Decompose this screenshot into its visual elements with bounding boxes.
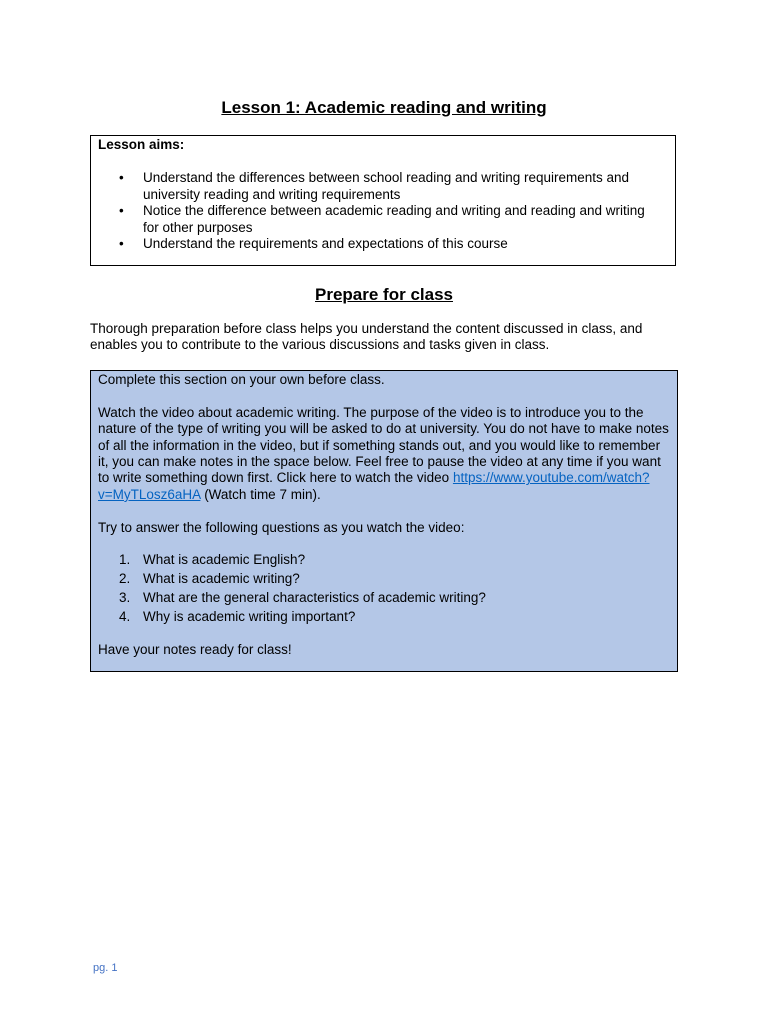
list-number: 1.: [119, 552, 131, 568]
watch-time: (Watch time 7 min).: [204, 486, 321, 502]
aim-text: Understand the differences between school reading and writing requirements and university reading and writing requirements: [143, 170, 630, 202]
video-link[interactable]: https://www.youtube.com/watch?v=MyTLosz6aHA: [98, 470, 650, 502]
list-item: [98, 609, 669, 625]
bullet-icon: •: [119, 170, 124, 186]
instruction-text: Complete this section on your own before class.: [98, 372, 385, 387]
lesson-aims-box: [90, 135, 676, 266]
list-number: 4.: [119, 609, 131, 625]
preparation-box: [90, 370, 678, 672]
section-title: Prepare for class: [315, 285, 453, 304]
lesson-aims-list: [98, 170, 675, 252]
list-item: [98, 203, 675, 236]
list-item: [98, 236, 675, 252]
list-item: [98, 590, 669, 606]
aim-text: Notice the difference between academic reading and writing and reading and writing for other purposes: [143, 203, 645, 235]
bullet-icon: •: [119, 203, 124, 219]
watch-paragraph: [98, 405, 669, 503]
list-number: 2.: [119, 571, 131, 587]
list-item: [98, 571, 669, 587]
list-number: 3.: [119, 590, 131, 606]
questions-intro: Try to answer the following questions as you watch the video:: [98, 519, 465, 535]
question-text: What is academic writing?: [143, 571, 300, 587]
bullet-icon: •: [119, 236, 124, 252]
questions-list: [98, 552, 669, 625]
page-number: pg. 1: [93, 962, 118, 974]
aim-text: Understand the requirements and expectations of this course: [143, 236, 508, 252]
closing-text: Have your notes ready for class!: [98, 642, 292, 658]
intro-paragraph: Thorough preparation before class helps you understand the content discussed in class, and enables you to contribute to the various discussions and tasks given in class.: [90, 321, 643, 353]
page-title: Lesson 1: Academic reading and writing: [221, 98, 547, 117]
question-text: What are the general characteristics of academic writing?: [143, 590, 486, 606]
watch-text: Watch the video about academic writing. The purpose of the video is to introduce you to the nature of the type of writing you will be asked to do at university. You do not have to make notes of all the information in the video, but if something stands out, and you would like to remember it, you can make notes in the space below. Feel free to pause the video at any time if you want to write something down first. Click here to watch the video: [98, 404, 669, 486]
list-item: [98, 552, 669, 568]
lesson-aims-heading: Lesson aims:: [98, 137, 185, 152]
question-text: What is academic English?: [143, 552, 306, 568]
list-item: [98, 170, 675, 203]
question-text: Why is academic writing important?: [143, 609, 356, 625]
